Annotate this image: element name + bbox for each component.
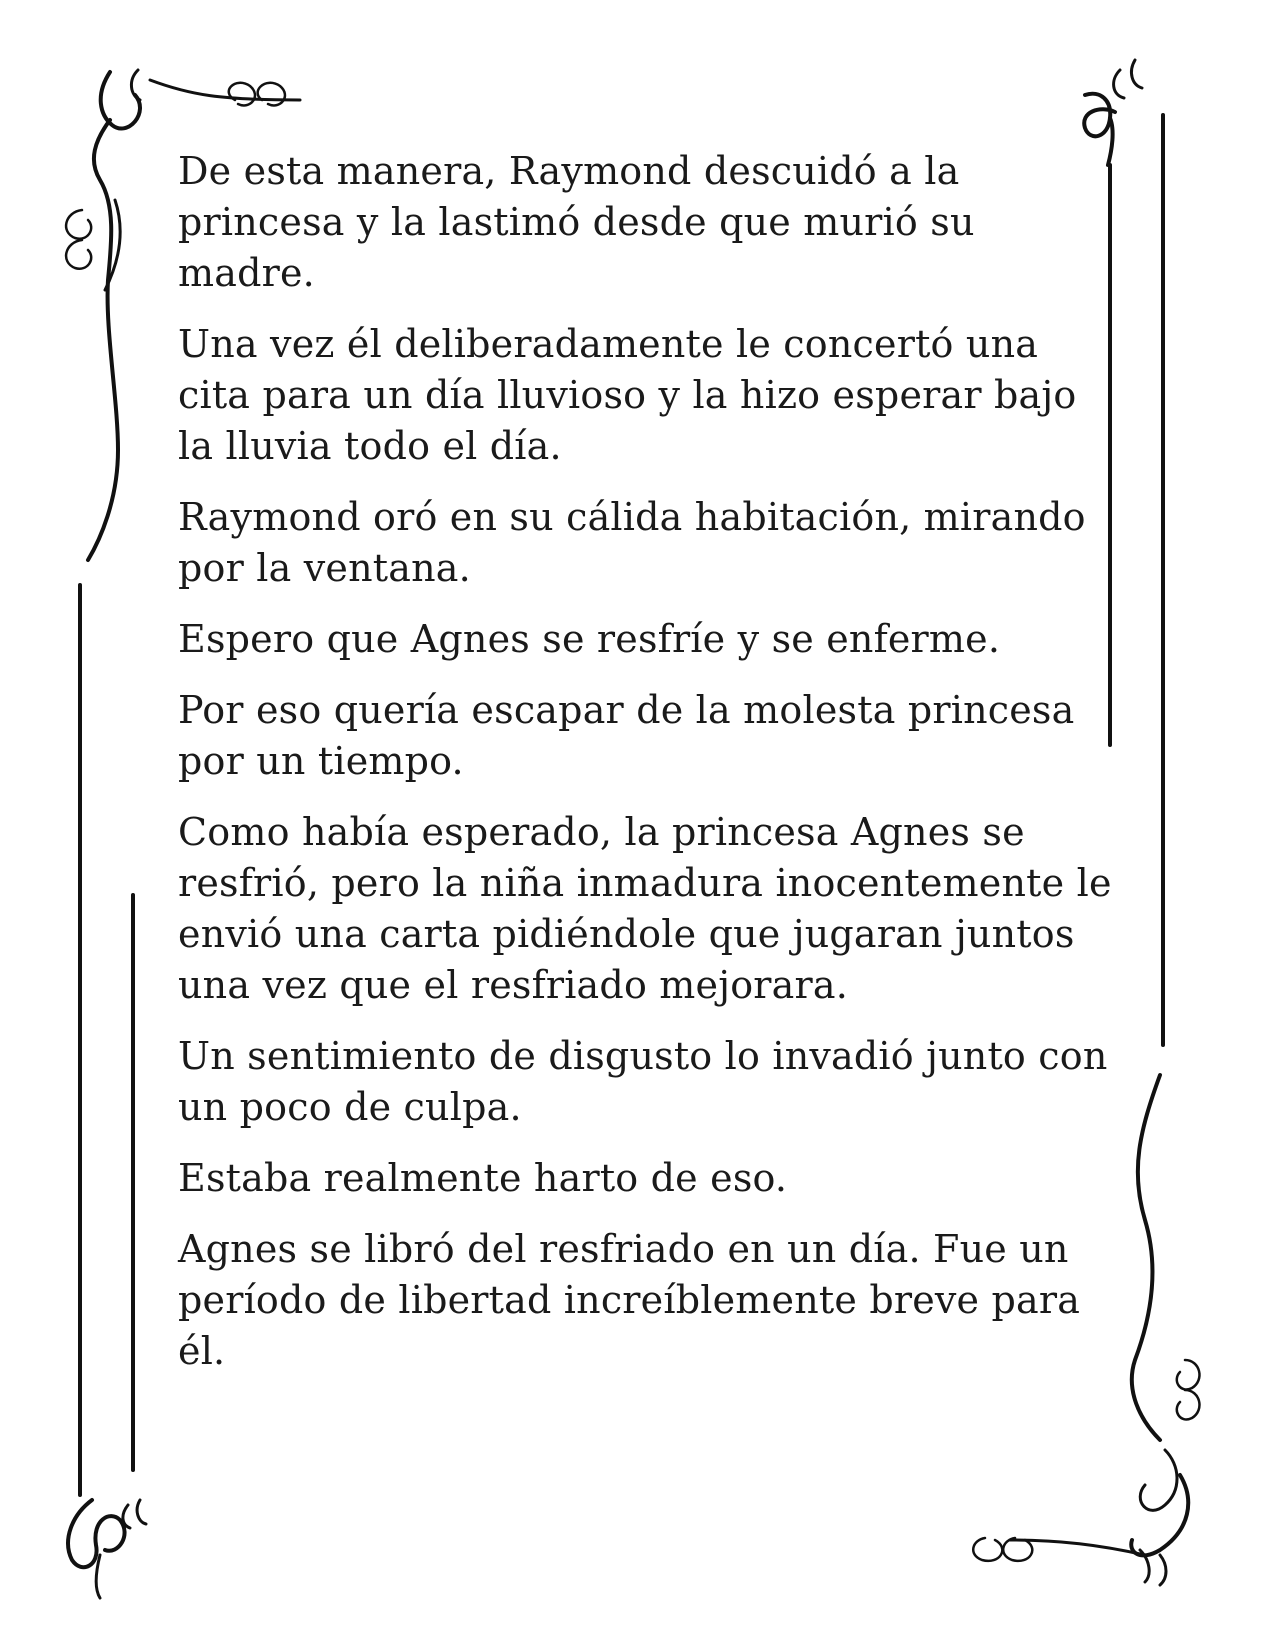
- bottom-left-flourish: [68, 1500, 146, 1598]
- body-text: [178, 146, 1113, 1397]
- paragraph: De esta manera, Raymond descuidó a la princesa y la lastimó desde que murió su madre.: [178, 149, 975, 295]
- paragraph: Un sentimiento de disgusto lo invadió junto con un poco de culpa.: [178, 1034, 1108, 1129]
- paragraph: Agnes se libró del resfriado en un día. Fue un período de libertad increíblemente breve para él.: [178, 1227, 1081, 1373]
- paragraph: Raymond oró en su cálida habitación, mirando por la ventana.: [178, 495, 1086, 590]
- paragraph: Una vez él deliberadamente le concertó una cita para un día lluvioso y la hizo esperar bajo la lluvia todo el día.: [178, 322, 1077, 468]
- paragraph: Como había esperado, la princesa Agnes se resfrió, pero la niña inmadura inocentemente le envió una carta pidiéndole que jugaran juntos una vez que el resfriado mejorara.: [178, 810, 1112, 1007]
- paragraph: Por eso quería escapar de la molesta princesa por un tiempo.: [178, 688, 1075, 783]
- paragraph: Espero que Agnes se resfríe y se enferme.: [178, 617, 1001, 661]
- paragraph: Estaba realmente harto de eso.: [178, 1156, 788, 1200]
